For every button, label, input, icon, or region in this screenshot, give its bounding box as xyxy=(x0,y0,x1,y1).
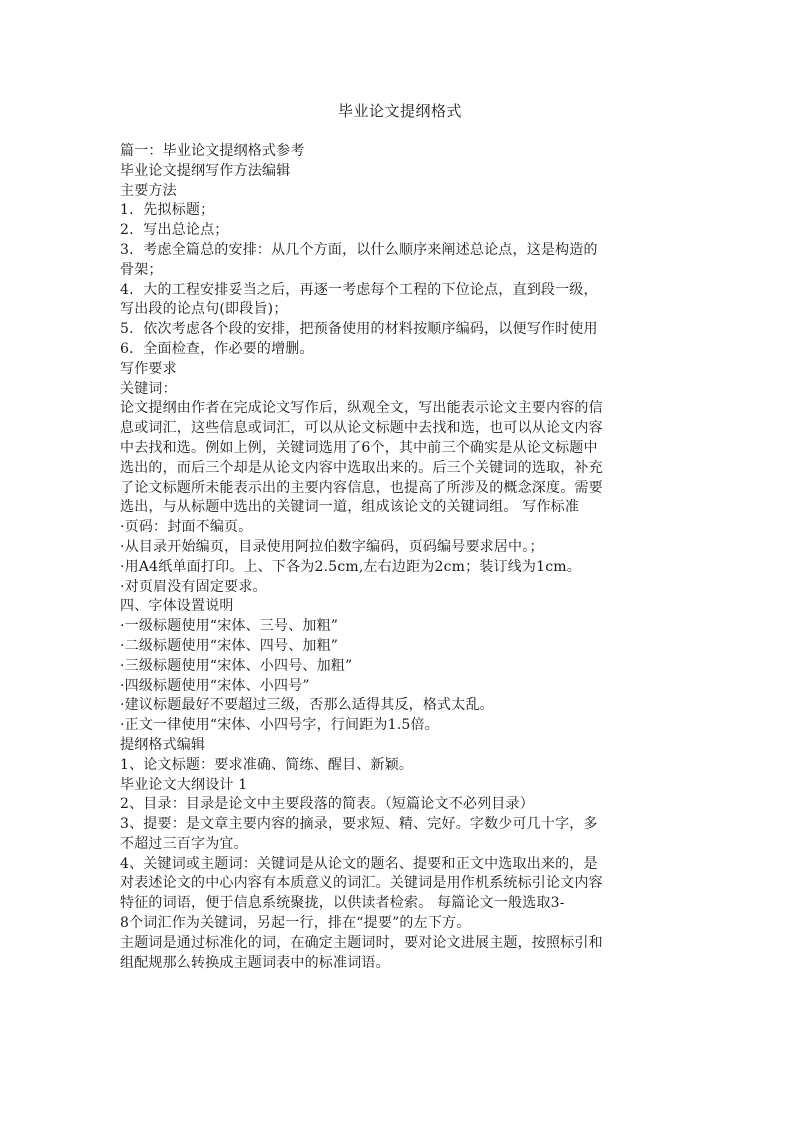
text-line: ·正文一律使用“宋体、小四号字，行间距为1.5倍。 xyxy=(120,717,439,734)
text-line: 毕业论文大纲设计 1 xyxy=(120,776,248,793)
document-body xyxy=(120,142,680,973)
text-line: 主题词是通过标准化的词，在确定主题词时，要对论文进展主题，按照标引和 xyxy=(120,934,603,951)
text-line: ·页码：封面不编页。 xyxy=(120,519,253,536)
text-line: 骨架； xyxy=(120,261,163,278)
text-line: 3、提要：是文章主要内容的摘录，要求短、精、完好。字数少可几十字，多 xyxy=(120,816,598,833)
text-line: ·对页眉没有固定要求。 xyxy=(120,578,267,595)
text-line: ·四级标题使用“宋体、小四号” xyxy=(120,677,310,694)
text-line: 论文提纲由作者在完成论文写作后，纵观全文，写出能表示论文主要内容的信 xyxy=(120,400,603,417)
text-line: 篇一：毕业论文提纲格式参考 xyxy=(120,143,305,159)
text-line: 5．依次考虑各个段的安排，把预备使用的材料按顺序编码，以便写作时使用 xyxy=(120,321,598,338)
text-line: 选出，与从标题中选出的关键词一道，组成该论文的关键词组。 写作标准 xyxy=(120,499,580,516)
text-line: 2、目录：目录是论文中主要段落的简表。（短篇论文不必列目录） xyxy=(120,796,534,813)
text-line: 写作要求 xyxy=(120,360,177,377)
text-line: 主要方法 xyxy=(120,182,177,199)
text-line: 选出的，而后三个却是从论文内容中选取出来的。后三个关键词的选取，补充 xyxy=(120,459,603,476)
text-line: 8个词汇作为关键词，另起一行，排在“提要”的左下方。 xyxy=(120,915,471,932)
text-line: 了论文标题所未能表示出的主要内容信息，也提高了所涉及的概念深度。需要 xyxy=(120,479,603,496)
text-line: 1、论文标题：要求准确、简练、醒目、新颖。 xyxy=(120,756,414,773)
text-line: 3．考虑全篇总的安排：从几个方面，以什么顺序来阐述总论点，这是构造的 xyxy=(120,241,598,258)
text-line: 毕业论文提纲写作方法编辑 xyxy=(120,162,291,179)
text-line: 关键词： xyxy=(120,380,177,397)
text-line: 4．大的工程安排妥当之后，再逐一考虑每个工程的下位论点，直到段一级， xyxy=(120,281,598,298)
text-line: 四、字体设置说明 xyxy=(120,598,234,615)
text-line: ·建议标题最好不要超过三级，否那么适得其反，格式太乱。 xyxy=(120,697,494,714)
text-line: 中去找和选。例如上例，关键词选用了6个，其中前三个确实是从论文标题中 xyxy=(120,439,598,456)
text-line: ·从目录开始编页，目录使用阿拉伯数字编码，页码编号要求居中。； xyxy=(120,538,544,555)
text-line: 2．写出总论点； xyxy=(120,222,229,239)
text-line: 1．先拟标题； xyxy=(120,202,215,219)
text-line: 对表述论文的中心内容有本质意义的词汇。关键词是用作机系统标引论文内容 xyxy=(120,875,603,892)
text-line: 特征的词语，便于信息系统聚拢，以供读者检索。 每篇论文一般选取3- xyxy=(120,895,565,912)
text-line: ·一级标题使用“宋体、三号、加粗” xyxy=(120,618,339,635)
text-line: 息或词汇，这些信息或词汇，可以从论文标题中去找和选，也可以从论文内容 xyxy=(120,420,603,437)
text-line: 不超过三百字为宜。 xyxy=(120,835,248,852)
document-title: 毕业论文提纲格式 xyxy=(337,102,462,120)
text-line: 4、关键词或主题词：关键词是从论文的题名、提要和正文中选取出来的，是 xyxy=(120,855,598,872)
text-line: 写出段的论点句(即段旨)； xyxy=(120,301,288,318)
text-line: ·三级标题使用“宋体、小四号、加粗” xyxy=(120,657,353,674)
text-line: 提纲格式编辑 xyxy=(120,736,206,753)
text-line: 6．全面检查，作必要的增删。 xyxy=(120,340,314,357)
text-line: ·用A4纸单面打印。上、下各为2.5cm,左右边距为2cm；装订线为1cm。 xyxy=(120,558,581,575)
text-line: 组配规那么转换成主题词表中的标准词语。 xyxy=(120,954,390,971)
text-line: ·二级标题使用“宋体、四号、加粗” xyxy=(120,637,339,654)
